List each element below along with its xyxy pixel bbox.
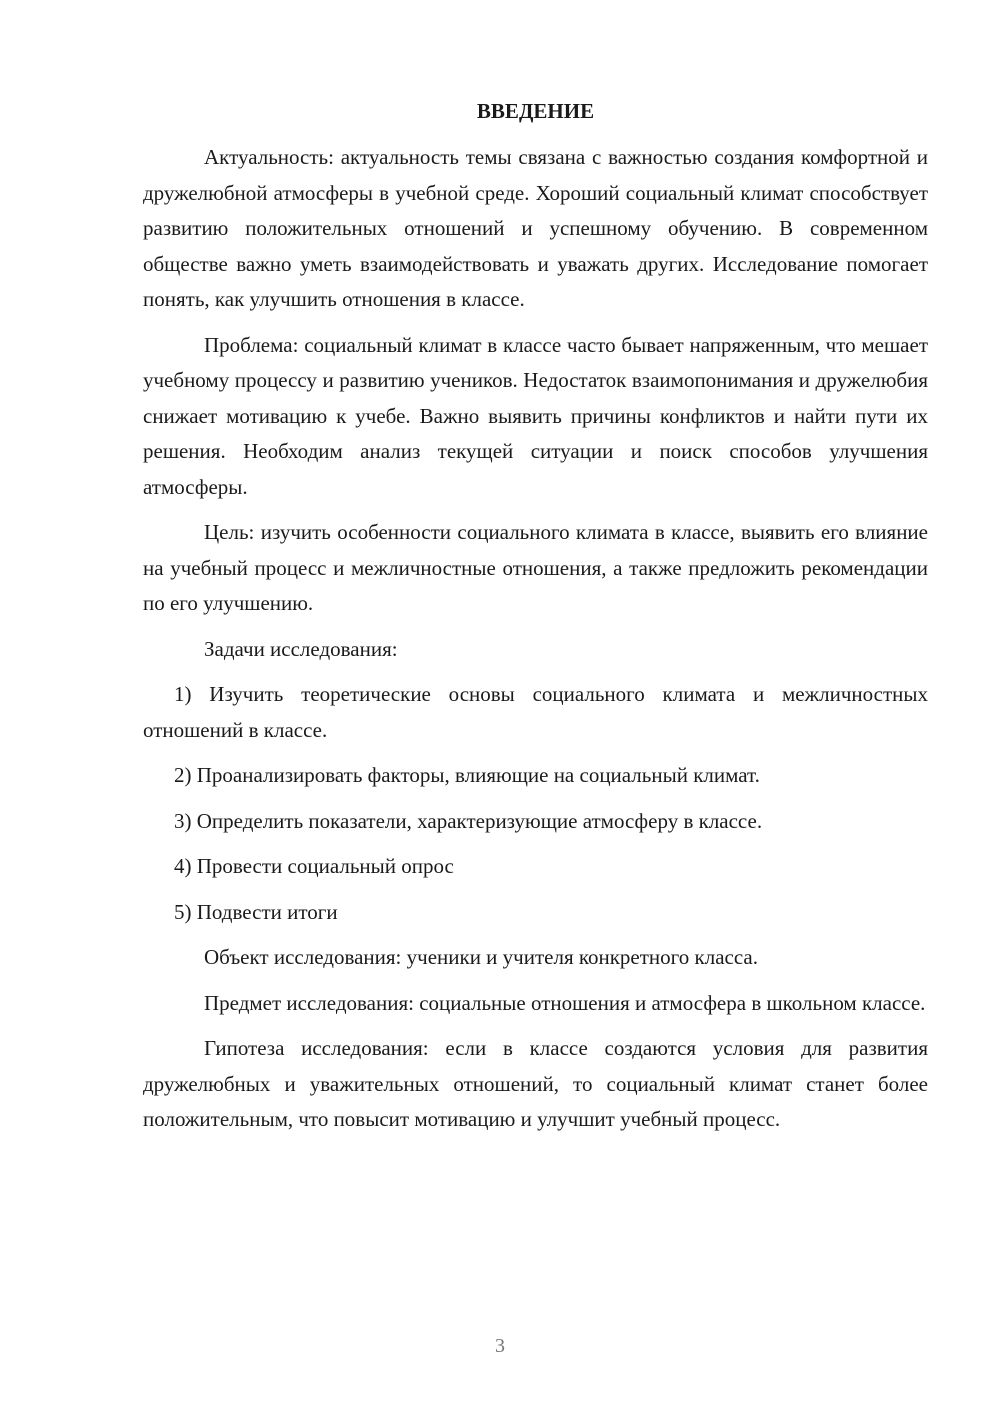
object-paragraph: Объект исследования: ученики и учителя конкретного класса. [204,945,758,969]
page-content [143,94,928,1138]
task-item-4: 4) Провести социальный опрос [174,854,454,878]
task-item-5: 5) Подвести итоги [174,899,338,924]
relevance-paragraph: Актуальность: актуальность темы связана с важностью создания комфортной и дружелюбной атмосферы в учебной среде. Хороший социальный климат способствует развитию положительных отношений и успешному обучению. В современном обществе важно уметь взаимодействовать и уважать других. Исследование помогает понять, как улучшить отношения в классе. [143,145,928,311]
problem-paragraph: Проблема: социальный климат в классе часто бывает напряженным, что мешает учебному процессу и развитию учеников. Недостаток взаимопонимания и дружелюбия снижает мотивацию к учебе. Важно выявить причины конфликтов и найти пути их решения. Необходим анализ текущей ситуации и поиск способов улучшения атмосферы. [143,332,928,499]
subject-paragraph: Предмет исследования: социальные отношения и атмосфера в школьном классе. [204,990,926,1015]
tasks-heading: Задачи исследования: [204,636,398,661]
goal-paragraph: Цель: изучить особенности социального климата в классе, выявить его влияние на учебный процесс и межличностные отношения, а также предложить рекомендации по его улучшению. [143,520,928,615]
page-number: 3 [495,1335,505,1357]
task-item-3: 3) Определить показатели, характеризующие атмосферу в классе. [174,808,763,833]
hypothesis-paragraph: Гипотеза исследования: если в классе создаются условия для развития дружелюбных и уважительных отношений, то социальный климат станет более положительным, что повысит мотивацию и улучшит учебный процесс. [143,1036,928,1131]
section-heading: ВВЕДЕНИЕ [476,99,595,123]
task-item-1: 1) Изучить теоретические основы социального климата и межличностных отношений в классе. [143,682,928,742]
task-item-2: 2) Проанализировать факторы, влияющие на социальный климат. [174,763,760,787]
